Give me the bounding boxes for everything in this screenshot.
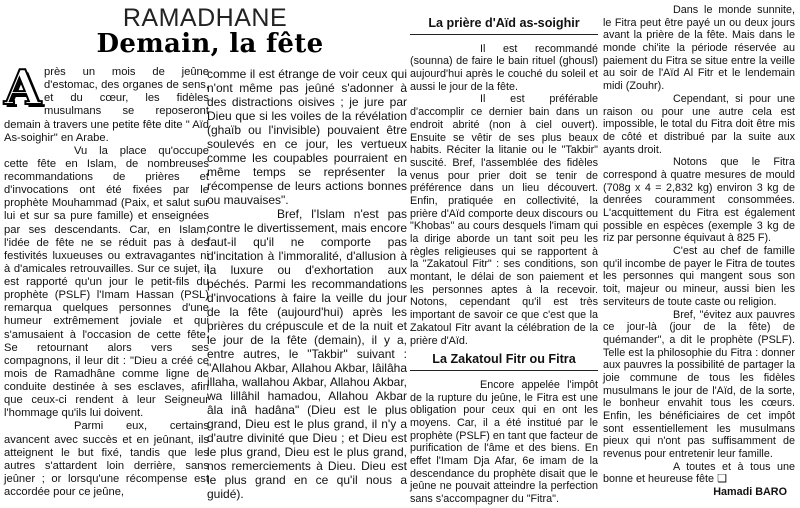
author-signature: Hamadi BARO xyxy=(713,486,787,499)
paragraph: Il est recommandé (sounna) de faire le bain rituel (ghousl) aujourd'hui après le couché du soleil et aussi le jour de la fête. xyxy=(410,42,598,93)
paragraph xyxy=(603,461,795,486)
paragraph: comme il est étrange de voir ceux qui n'ont même pas jeûné s'adonner à des distractions oisives ; je jure par Dieu que si les voiles de la révélation (ghaïb ou l'invisible) pouvaient être soulevés en ce jour, les vertueux comme les coupables pourraient en même temps se représenter la récompense de leurs actions bonnes ou mauvaises". xyxy=(207,67,407,208)
column-2 xyxy=(207,67,407,501)
article-headline: Demain, la fête xyxy=(96,29,324,59)
drop-cap: A xyxy=(4,60,42,116)
closing-text: A toutes et à tous une bonne et heureuse fête xyxy=(603,460,795,486)
paragraph: Parmi eux, certains avancent avec succès et en jeûnant, ils atteignent le but fixé, tandis que les autres s'attardent loin derrière, sans jeûner ; or lorsqu'une récompense est accordée pour ce jeûne, xyxy=(4,420,209,498)
column-1 xyxy=(4,60,209,499)
article-kicker: RAMADHANE xyxy=(122,4,288,32)
section-heading-priere: La prière d'Aïd as-soighir xyxy=(410,11,598,35)
paragraph: Notons que le Fitra correspond à quatre mesures de mould (708g x 4 = 2,832 kg) environ 3 kg de denrées couramment consommées. L'acquittement du Fitra est également possible en espèces (exemple 3 kg de riz par personne équivaut à 825 F). xyxy=(603,156,795,245)
paragraph: Cependant, si pour une raison ou pour une autre cela est impossible, le total du Fitra doit être mis de côté et distribué par la suite aux ayants droit. xyxy=(603,92,795,156)
paragraph-text: près un mois de jeûne d'estomac, des organes de sens, et du cœur, les fidèles musulmans se reposeront demain à travers une petite fête dite " Aïd As-soighir" en Arabe. xyxy=(4,66,209,144)
paragraph: Vu la place qu'occupe cette fête en Islam, de nombreuses recommandations de prières et d'invocations ont été fixées par le prophète Mouhammad (Paix, et salut sur lui et sur sa pure famille) et enseignées par ses descendants. Car, en Islam, l'idée de fête ne se réduit pas à des festivités luxueuses ou extravagantes ni à d'amicales retrouvailles. Sur ce sujet, il est rapporté qu'un jour le petit-fils du prophète (PSLF) l'Imam Hassan (PSL) remarqua quelques personnes d'une humeur extrêmement joviale et qui s'amusaient à l'occasion de cette fête. Se retournant alors vers ses compagnons, il leur dit : "Dieu a créé ce mois de Ramadhâne comme ligne de conduite destinée à ses esclaves, afin que ceux-ci rendent à leur Seigneur l'hommage qu'ils lui doivent. xyxy=(4,144,209,420)
end-mark-icon: ❑ xyxy=(717,473,727,486)
paragraph: Il est préférable d'accomplir ce dernier bain dans un endroit abrité (non à ciel ouvert). Ensuite se vêtir de ses plus beaux habits. Réciter la litanie ou le "Takbir" suscité. Bref, l'assemblée des fidèles venus pour prier doit se tenir de préférence dans un lieu découvert. Enfin, pratiquée en collectivité, la prière d'Aïd comporte deux discours ou "Khobas" au cours desquels l'imam qui la dirige aborde un tant soit peu les règles religieuses qui se rapportent à la "Zakatoul Fitr" : ses conditions, son montant, le délai de son paiement et les personnes aptes à la recevoir. Notons, cependant qu'il est très important de savoir ce que c'est que la Zakatoul Fitr avant la célébration de la prière d'Aïd. xyxy=(410,93,598,347)
column-3 xyxy=(410,5,598,506)
paragraph: Bref, "évitez aux pauvres ce jour-là (jour de la fête) de quémander", a dit le prophète (PSLF). Telle est la philosophie du Fitra : donner aux pauvres la possibilité de partager la joie commune de tous les fidèles musulmans le jour de l'Aïd, de la sorte, le bonheur envahit tous les cœurs. Enfin, les bénéficiaires de cet impôt sont essentiellement les musulmans pieux qui n'ont pas suffisamment de revenus pour entretenir leur famille. xyxy=(603,308,795,461)
paragraph: Encore appelée l'impôt de la rupture du jeûne, le Fitra est une obligation pour ceux qui en ont les moyens. Car, il a été institué par le prophète (PSLF) en tant que facteur de purification de l'âme et des biens. En effet l'Imam Dja Afar, 6e imam de la descendance du prophète disait que le jeûne ne pouvait atteindre la perfection sans s'accompagner du "Fitra". xyxy=(410,378,598,506)
paragraph: Bref, l'Islam n'est pas contre le divertissement, mais encore faut-il qu'il ne comporte pas d'incitation à l'immoralité, d'allusion à la luxure ou d'exhortation aux péchés. Parmi les recommandations d'invocations à faire la veille du jour de la fête (aujourd'hui) après les prières du crépuscule et de la nuit et le jour de la fête (demain), il y a, entre autres, le "Takbir" suivant : "Allahou Akbar, Allahou Akbar, lâilâha illaha, wallahou Akbar, Allahou Akbar, wa lillâhil hamadou, Allahou Akbar âla inâ hadâna" (Dieu est le plus grand, Dieu est le plus grand, il n'y a d'autre divinité que Dieu ; et Dieu est le plus grand, Dieu est le plus grand, nos remerciements à Dieu. Dieu est le plus grand en ce qu'il nous a guidé). xyxy=(207,207,407,502)
paragraph: C'est au chef de famille qu'il incombe de payer le Fitra de toutes les personnes qui mangent sous son toit, majeur ou mineur, aussi bien les serviteurs de toute caste ou religion. xyxy=(603,245,795,308)
paragraph xyxy=(4,60,209,145)
paragraph: Dans le monde sunnite, le Fitra peut être payé un ou deux jours avant la prière de la fête. Mais dans le monde chi'ite la période réservée au paiement du Fitra se situe entre la veille au soir de l'Aïd Al Fitr et le lendemain midi (Zouhr). xyxy=(603,4,795,93)
column-4 xyxy=(603,4,795,499)
section-heading-zakat: La Zakatoul Fitr ou Fitra xyxy=(410,347,598,371)
